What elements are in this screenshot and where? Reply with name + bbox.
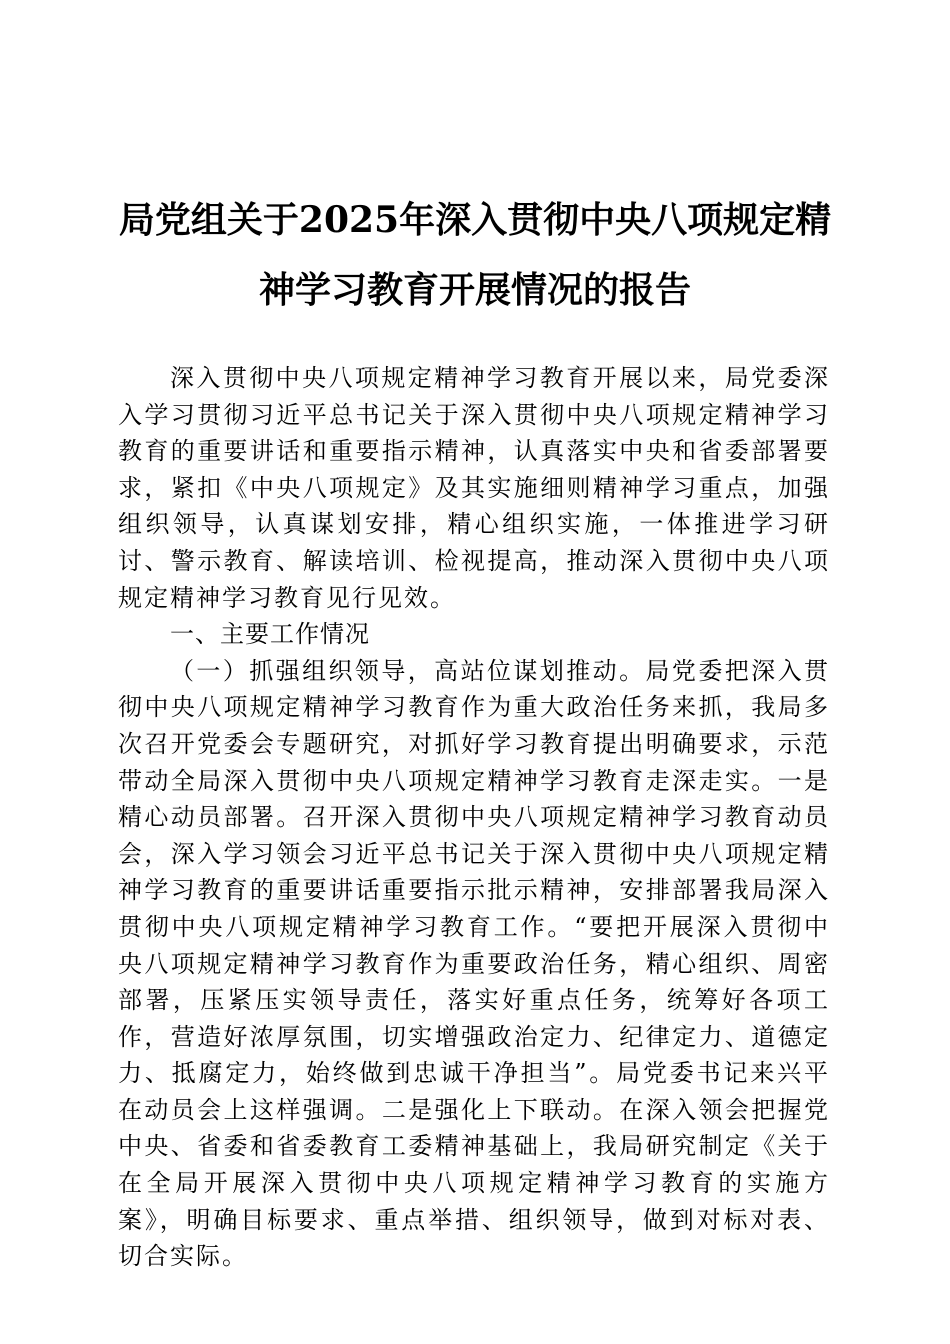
document-title-line-1: 局党组关于2025年深入贯彻中央八项规定精: [118, 199, 832, 241]
subsection-heading-1: （一）抓强组织领导，高站位谋划推动。: [170, 656, 646, 685]
document-body: [118, 360, 830, 1275]
document-title-line-2: 神学习教育开展情况的报告: [258, 269, 691, 311]
subsection-paragraph-1: [118, 653, 830, 1275]
subsection-body-1: 局党委把深入贯彻中央八项规定精神学习教育作为重大政治任务来抓，我局多次召开党委会专题研究，对抓好学习教育提出明确要求，示范带动全局深入贯彻中央八项规定精神学习教育走深走实。一是精心动员部署。召开深入贯彻中央八项规定精神学习教育动员会，深入学习领会习近平总书记关于深入贯彻中央八项规定精神学习教育的重要讲话重要指示批示精神，安排部署我局深入贯彻中央八项规定精神学习教育工作。“要把开展深入贯彻中央八项规定精神学习教育作为重要政治任务，精心组织、周密部署，压紧压实领导责任，落实好重点任务，统筹好各项工作，营造好浓厚氛围，切实增强政治定力、纪律定力、道德定力、抵腐定力，始终做到忠诚干净担当”。局党委书记来兴平在动员会上这样强调。二是强化上下联动。在深入领会把握党中央、省委和省委教育工委精神基础上，我局研究制定《关于在全局开展深入贯彻中央八项规定精神学习教育的实施方案》，明确目标要求、重点举措、组织领导，做到对标对表、切合实际。: [118, 656, 830, 1271]
section-heading-main-work: 一、主要工作情况: [170, 620, 370, 649]
intro-paragraph: 深入贯彻中央八项规定精神学习教育开展以来，局党委深入学习贯彻习近平总书记关于深入贯彻中央八项规定精神学习教育的重要讲话和重要指示精神，认真落实中央和省委部署要求，紧扣《中央八项规定》及其实施细则精神学习重点，加强组织领导，认真谋划安排，精心组织实施，一体推进学习研讨、警示教育、解读培训、检视提高，推动深入贯彻中央八项规定精神学习教育见行见效。: [118, 364, 830, 612]
